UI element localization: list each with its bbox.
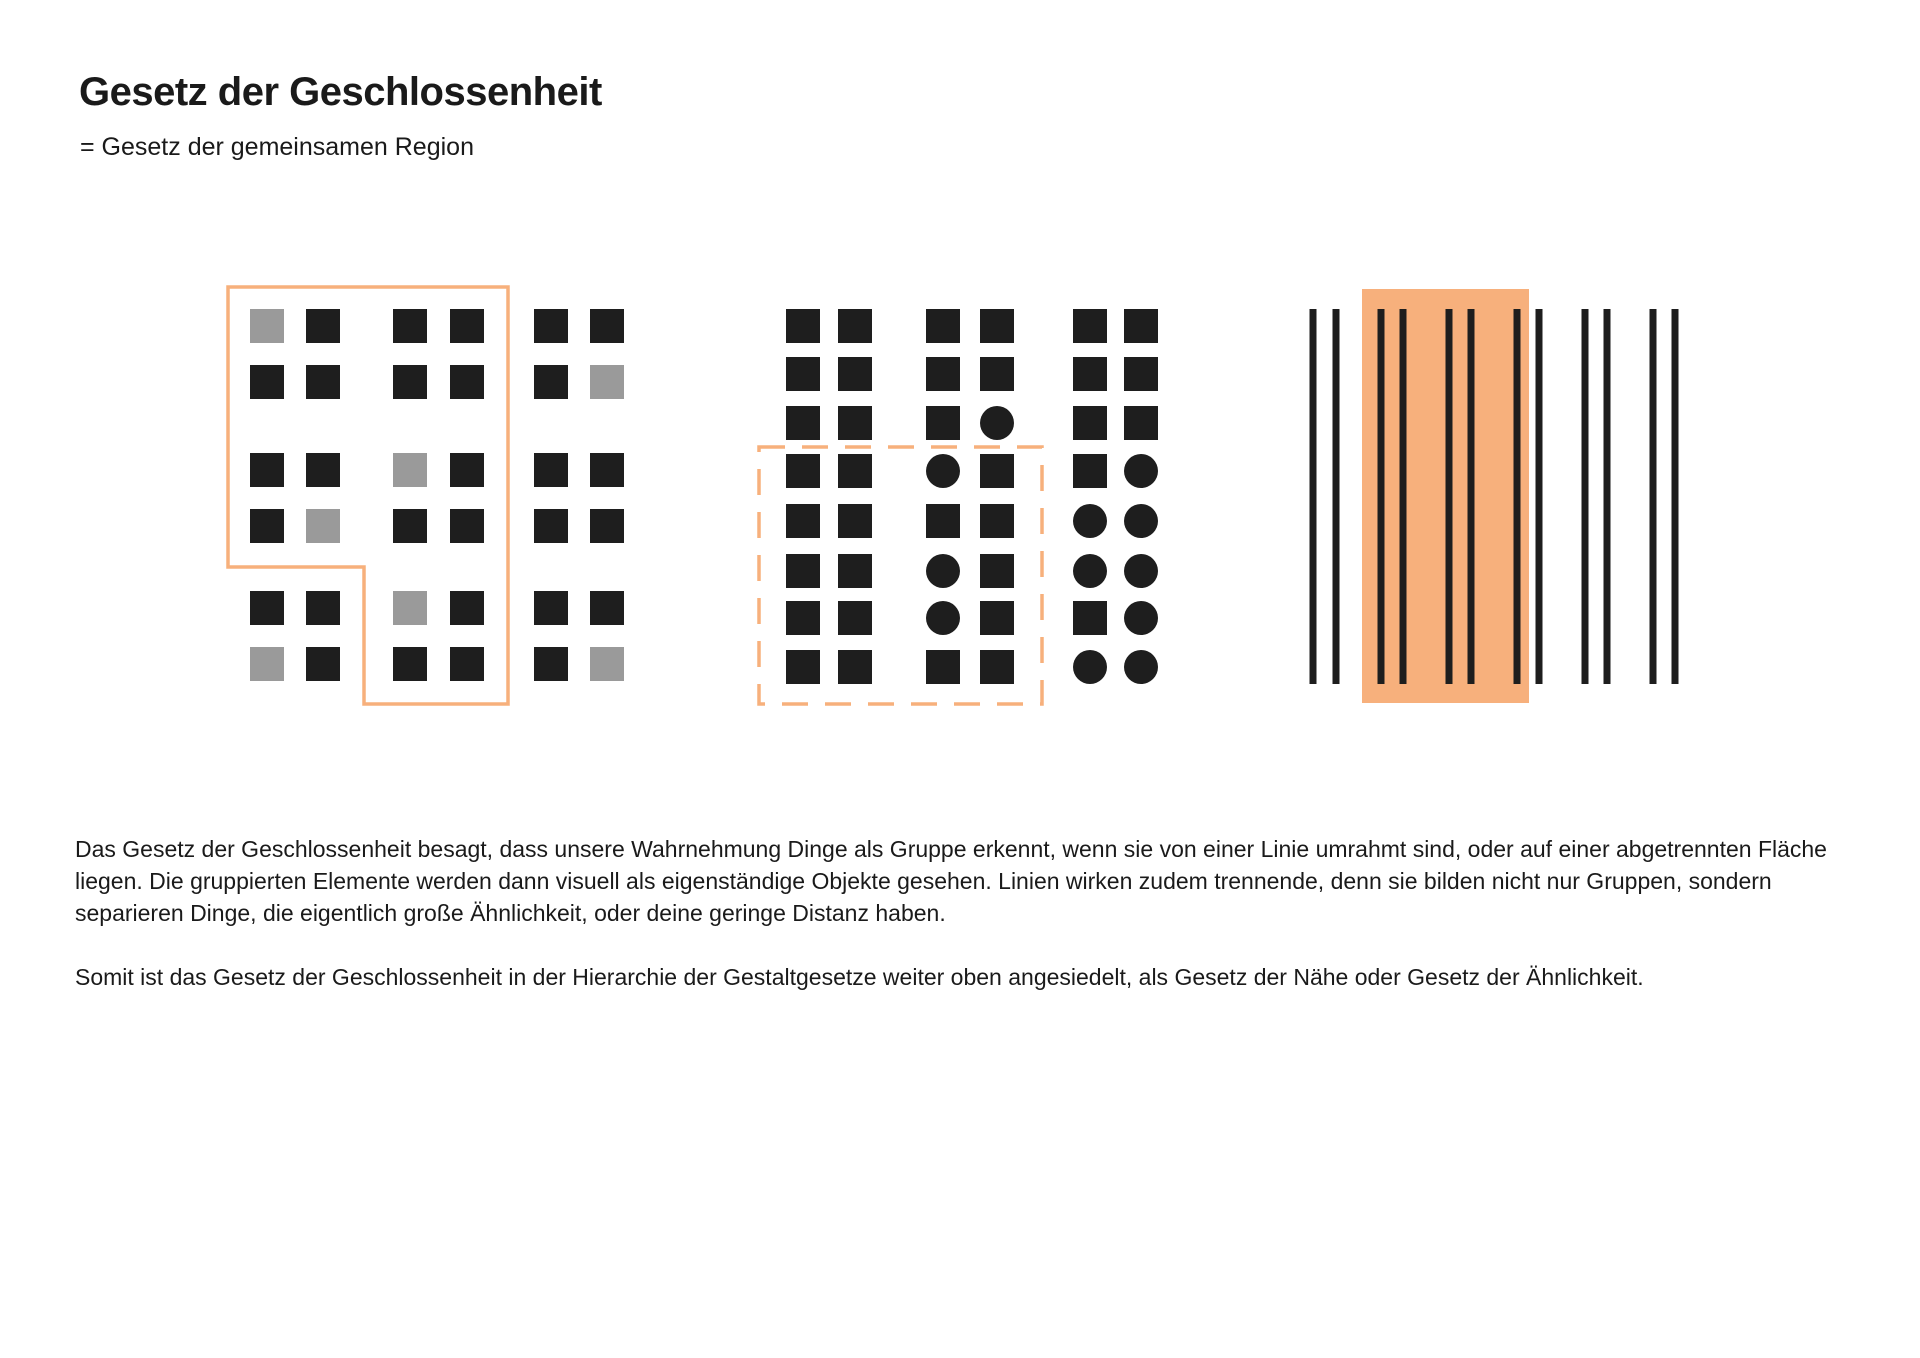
dark-circle: [1124, 504, 1158, 538]
vertical-line: [1446, 309, 1453, 684]
dark-square: [838, 554, 872, 588]
dark-square: [1124, 406, 1158, 440]
dark-square: [838, 504, 872, 538]
dark-square: [393, 365, 427, 399]
page-subtitle: = Gesetz der gemeinsamen Region: [80, 133, 474, 161]
dark-square: [534, 453, 568, 487]
dark-square: [786, 504, 820, 538]
dark-square: [786, 650, 820, 684]
dark-square: [250, 365, 284, 399]
dark-square: [306, 309, 340, 343]
dark-square: [980, 309, 1014, 343]
dark-square: [1124, 309, 1158, 343]
paragraph-2: Somit ist das Gesetz der Geschlossenheit in der Hierarchie der Gestaltgesetze weiter oben angesiedelt, als Gesetz der Nähe oder Gesetz der Ähnlichkeit.: [75, 964, 1644, 990]
dark-square: [838, 454, 872, 488]
dark-square: [450, 453, 484, 487]
vertical-line: [1378, 309, 1385, 684]
gray-square: [590, 647, 624, 681]
vertical-line: [1672, 309, 1679, 684]
vertical-line: [1310, 309, 1317, 684]
dark-square: [393, 647, 427, 681]
dark-square: [590, 309, 624, 343]
dark-square: [926, 357, 960, 391]
gray-square: [393, 591, 427, 625]
vertical-line: [1333, 309, 1340, 684]
dark-square: [450, 365, 484, 399]
dark-square: [980, 357, 1014, 391]
dark-square: [1073, 357, 1107, 391]
dark-square: [1073, 601, 1107, 635]
body-text: [75, 833, 1875, 1025]
dark-square: [786, 454, 820, 488]
dark-square: [786, 309, 820, 343]
dark-square: [926, 406, 960, 440]
dark-square: [534, 309, 568, 343]
enclosed-region-grid-figure: [228, 287, 624, 704]
dark-square: [1073, 309, 1107, 343]
dark-square: [786, 601, 820, 635]
dashed-region-grid-figure: [759, 309, 1158, 704]
vertical-line: [1400, 309, 1407, 684]
dark-square: [980, 504, 1014, 538]
dark-circle: [980, 406, 1014, 440]
dark-square: [980, 650, 1014, 684]
vertical-line: [1582, 309, 1589, 684]
dark-square: [1124, 357, 1158, 391]
dark-square: [250, 453, 284, 487]
dark-square: [306, 647, 340, 681]
outline-region: [228, 287, 508, 704]
dark-square: [1073, 454, 1107, 488]
dark-circle: [1124, 554, 1158, 588]
gray-square: [590, 365, 624, 399]
dark-circle: [1124, 601, 1158, 635]
dark-square: [450, 309, 484, 343]
dark-square: [786, 554, 820, 588]
dark-square: [534, 365, 568, 399]
dark-square: [590, 453, 624, 487]
dark-square: [534, 647, 568, 681]
dark-circle: [926, 554, 960, 588]
page-title: Gesetz der Geschlossenheit: [79, 70, 602, 114]
dark-square: [1073, 406, 1107, 440]
gray-square: [250, 309, 284, 343]
dark-circle: [926, 601, 960, 635]
dark-circle: [1124, 650, 1158, 684]
dark-square: [393, 509, 427, 543]
dark-square: [534, 591, 568, 625]
dark-circle: [1073, 650, 1107, 684]
dark-square: [838, 601, 872, 635]
dark-square: [980, 454, 1014, 488]
shaded-region-lines-figure: [1310, 289, 1679, 703]
dark-circle: [1073, 504, 1107, 538]
dark-square: [786, 406, 820, 440]
dark-circle: [1073, 554, 1107, 588]
dark-square: [590, 509, 624, 543]
dark-square: [786, 357, 820, 391]
dark-square: [926, 504, 960, 538]
dark-square: [838, 357, 872, 391]
gray-square: [306, 509, 340, 543]
vertical-line: [1468, 309, 1475, 684]
dark-square: [838, 309, 872, 343]
dark-square: [838, 406, 872, 440]
dark-circle: [926, 454, 960, 488]
dark-square: [980, 554, 1014, 588]
dark-circle: [1124, 454, 1158, 488]
vertical-line: [1650, 309, 1657, 684]
dark-square: [306, 453, 340, 487]
vertical-line: [1536, 309, 1543, 684]
dark-square: [306, 591, 340, 625]
dark-square: [838, 650, 872, 684]
dark-square: [980, 601, 1014, 635]
dark-square: [306, 365, 340, 399]
gray-square: [250, 647, 284, 681]
dark-square: [250, 509, 284, 543]
gray-square: [393, 453, 427, 487]
vertical-line: [1604, 309, 1611, 684]
dark-square: [534, 509, 568, 543]
paragraph-1: Das Gesetz der Geschlossenheit besagt, dass unsere Wahrnehmung Dinge als Gruppe erkennt, wenn sie von einer Linie umrahmt sind, oder auf einer abgetrennten Fläche liegen. Die gruppierten Elemente werden dann visuell als eigenständige Objekte gesehen. Linien wirken zudem trennende, denn sie bilden nicht nur Gruppen, sondern separieren Dinge, die eigentlich große Ähnlichkeit, oder deine geringe Distanz haben.: [75, 836, 1827, 926]
dark-square: [450, 591, 484, 625]
dark-square: [250, 591, 284, 625]
dark-square: [926, 650, 960, 684]
dark-square: [590, 591, 624, 625]
dark-square: [450, 647, 484, 681]
dark-square: [926, 309, 960, 343]
dark-square: [450, 509, 484, 543]
dark-square: [393, 309, 427, 343]
vertical-line: [1514, 309, 1521, 684]
